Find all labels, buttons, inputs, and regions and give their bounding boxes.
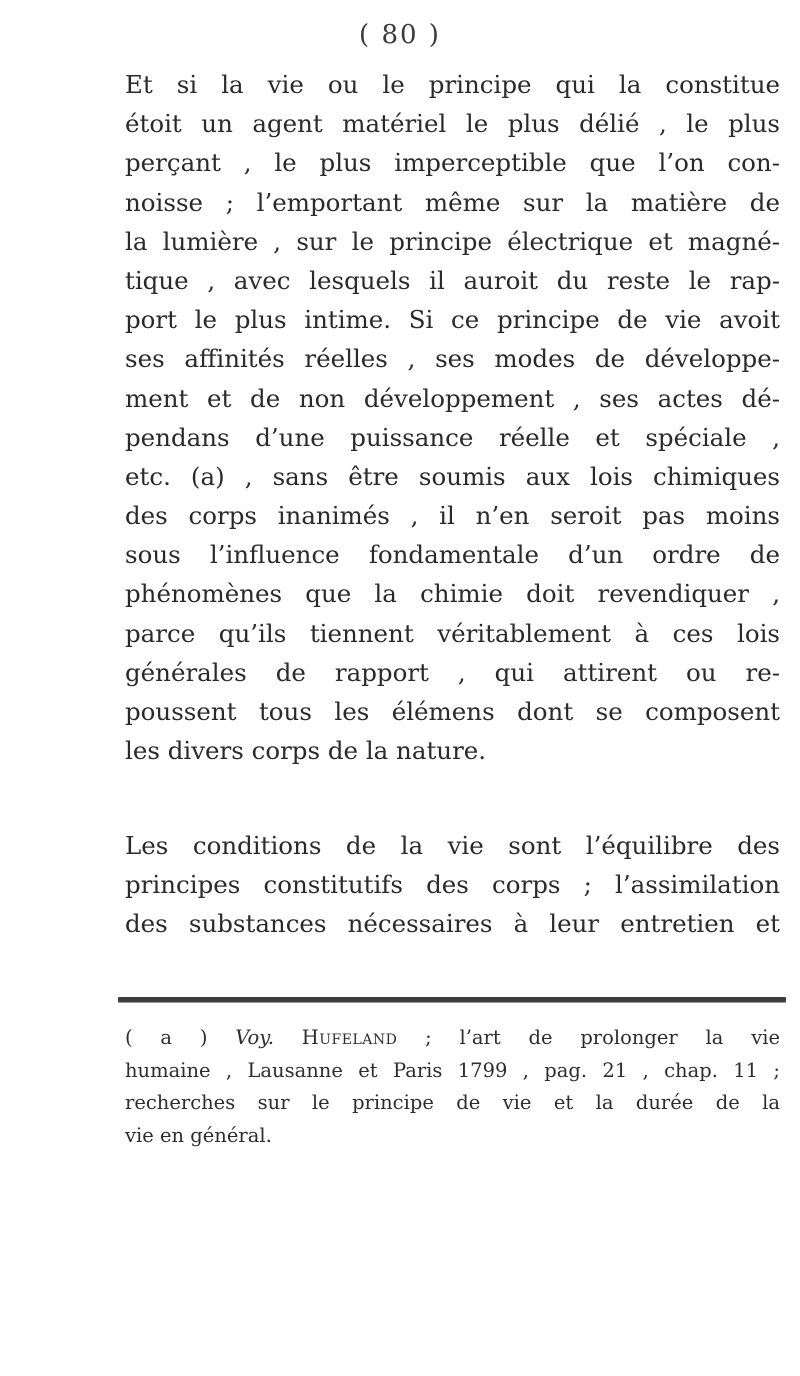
footnote-marker: ( a ) bbox=[125, 1026, 208, 1049]
text-line: noisse ; l’emportant même sur la matière de bbox=[125, 187, 780, 217]
footnote-line: humaine , Lausanne et Paris 1799 , pag. 21 , chap. 11 ; bbox=[125, 1058, 780, 1082]
text-line: port le plus intime. Si ce principe de vie avoit bbox=[125, 305, 780, 335]
text-line: générales de rapport , qui attirent ou re- bbox=[125, 657, 780, 687]
paragraph-2 bbox=[125, 826, 780, 944]
text-line: pendans d’une puissance réelle et spéciale , bbox=[125, 422, 780, 452]
text-line: parce qu’ils tiennent véritablement à ces lois bbox=[125, 618, 780, 648]
footnote-line: recherches sur le principe de vie et la durée de la bbox=[125, 1091, 780, 1114]
text-line: Et si la vie ou le principe qui la constitue bbox=[125, 70, 780, 99]
text-line: ment et de non développement , ses actes dé- bbox=[125, 383, 780, 413]
text-line: des corps inanimés , il n’en seroit pas moins bbox=[125, 501, 780, 531]
footnote-separator-shadow bbox=[118, 1002, 786, 1003]
text-line: principes constitutifs des corps ; l’assimilation bbox=[125, 870, 780, 900]
text-line: les divers corps de la nature. bbox=[125, 736, 487, 766]
text-line: tique , avec lesquels il auroit du reste le rap- bbox=[125, 265, 780, 295]
text-line: Les conditions de la vie sont l’équilibre des bbox=[125, 831, 780, 860]
footnote-line bbox=[125, 1022, 780, 1055]
text-line: perçant , le plus imperceptible que l’on con- bbox=[125, 148, 780, 178]
footnote-line: vie en général. bbox=[125, 1123, 272, 1147]
footnote-author: Hufeland bbox=[301, 1026, 398, 1049]
text-line: des substances nécessaires à leur entretien et bbox=[125, 909, 780, 939]
text-line: phénomènes que la chimie doit revendiquer , bbox=[125, 579, 780, 609]
paragraph-1 bbox=[125, 65, 780, 770]
page-number: ( 80 ) bbox=[359, 20, 441, 50]
text-line: étoit un agent matériel le plus délié , le plus bbox=[125, 109, 780, 139]
text-line: poussent tous les élémens dont se composent bbox=[125, 697, 780, 726]
text-line: etc. (a) , sans être soumis aux lois chimiques bbox=[125, 461, 780, 491]
text-line: sous l’influence fondamentale d’un ordre de bbox=[125, 540, 780, 570]
text-line: ses affinités réelles , ses modes de développe- bbox=[125, 344, 780, 374]
footnote-line-rest: ; l’art de prolonger la vie bbox=[425, 1026, 780, 1049]
footnote-voy: Voy. bbox=[235, 1026, 274, 1049]
text-line: la lumière , sur le principe électrique et magné- bbox=[125, 226, 780, 256]
footnote bbox=[125, 1022, 780, 1152]
